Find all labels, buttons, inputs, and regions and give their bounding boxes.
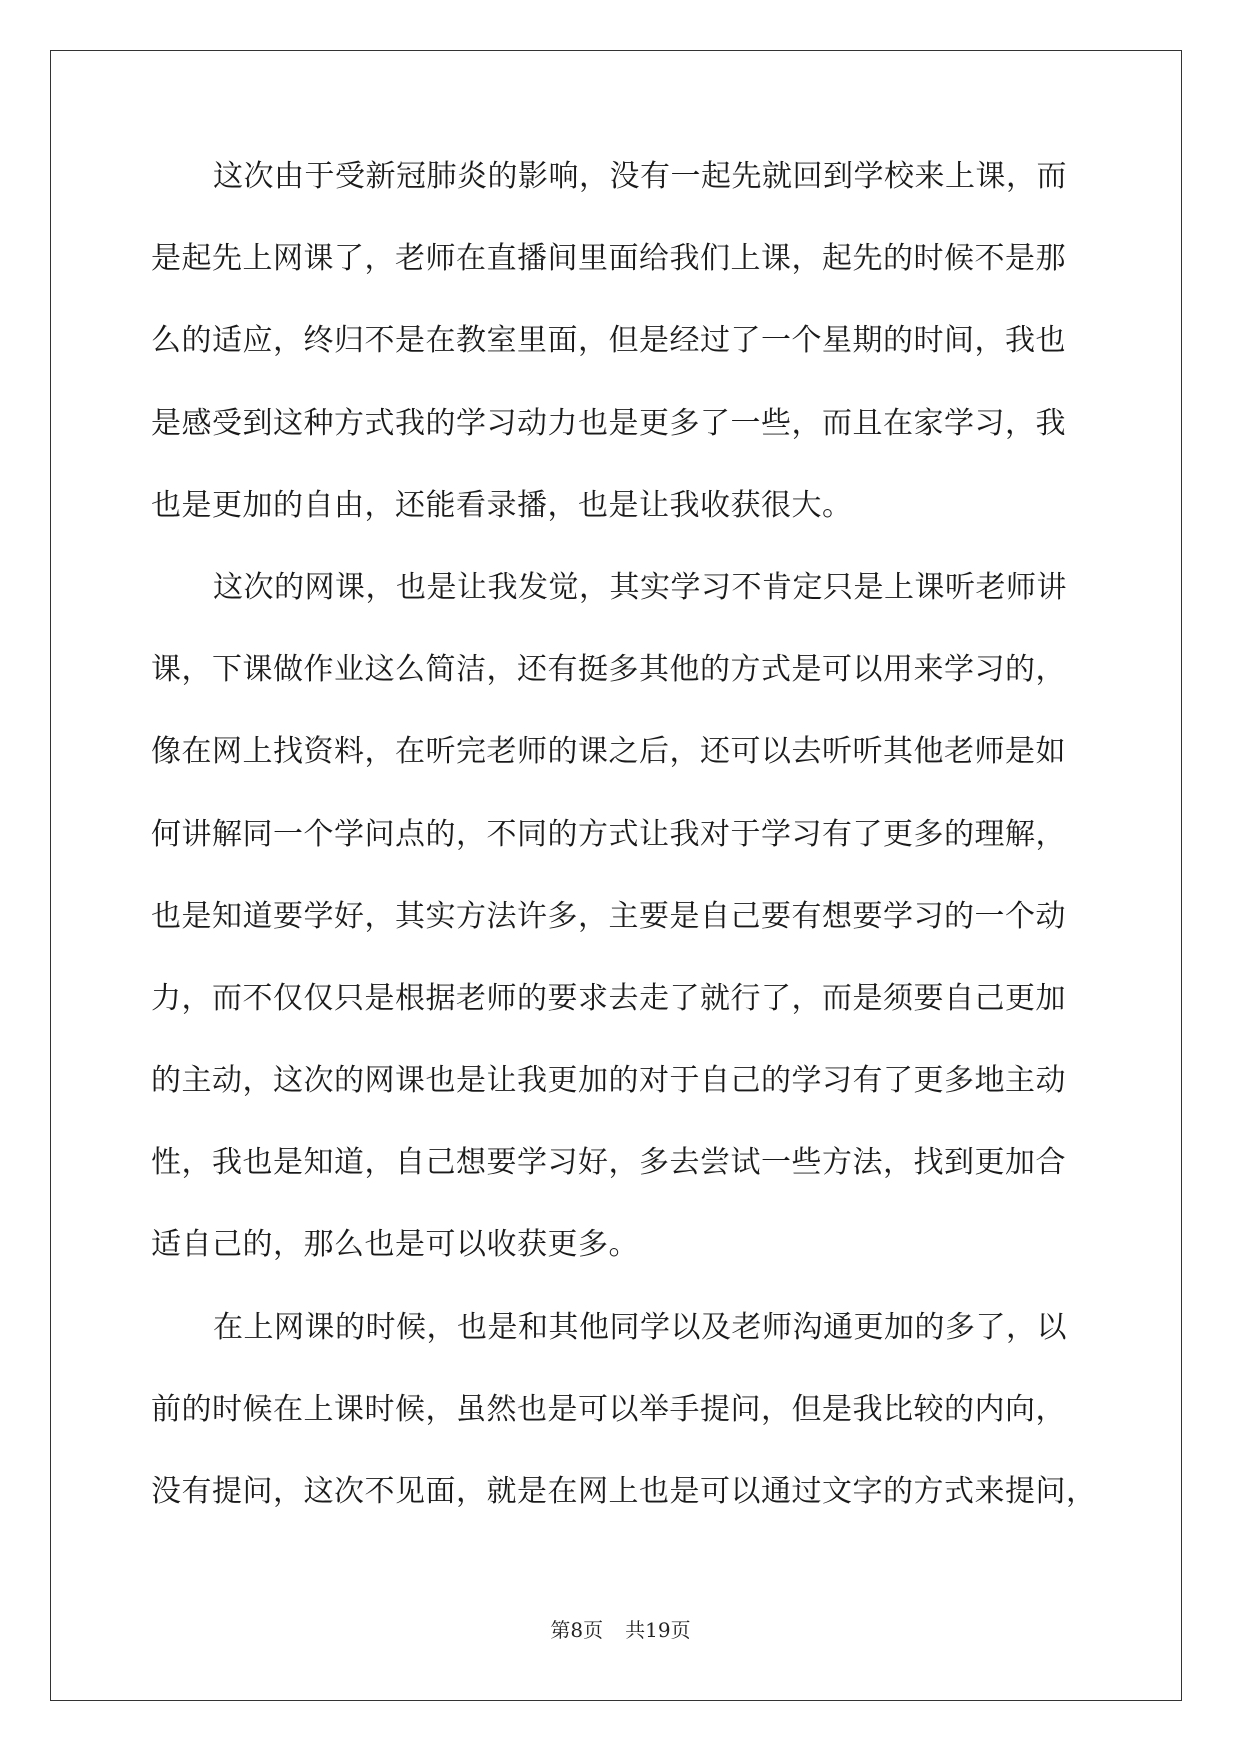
page-number-total: 共19页 (625, 1618, 691, 1642)
paragraph-2-line-4: 何讲解同一个学问点的，不同的方式让我对于学习有了更多的理解， (151, 816, 1066, 852)
paragraph-2-line-6: 力，而不仅仅只是根据老师的要求去走了就行了，而是须要自己更加 (151, 980, 1066, 1016)
paragraph-2-line-5: 也是知道要学好，其实方法许多，主要是自己要有想要学习的一个动 (151, 898, 1066, 934)
page-number-current: 第8页 (550, 1618, 604, 1642)
document-body (151, 159, 1097, 1559)
paragraph-1-line-2: 是起先上网课了，老师在直播间里面给我们上课，起先的时候不是那 (151, 241, 1066, 277)
page-footer (0, 1614, 1241, 1643)
paragraph-1-line-1: 这次由于受新冠肺炎的影响，没有一起先就回到学校来上课，而 (213, 159, 1067, 194)
paragraph-2-line-7: 的主动，这次的网课也是让我更加的对于自己的学习有了更多地主动 (151, 1063, 1066, 1099)
paragraph-3-line-3: 没有提问，这次不见面，就是在网上也是可以通过文字的方式来提问， (151, 1474, 1097, 1509)
paragraph-2-line-2: 课，下课做作业这么简洁，还有挺多其他的方式是可以用来学习的， (151, 652, 1066, 688)
paragraph-2-line-1: 这次的网课，也是让我发觉，其实学习不肯定只是上课听老师讲 (213, 569, 1067, 605)
paragraph-2-line-3: 像在网上找资料，在听完老师的课之后，还可以去听听其他老师是如 (151, 734, 1066, 770)
paragraph-2-line-9: 适自己的，那么也是可以收获更多。 (151, 1227, 639, 1263)
paragraph-1-line-3: 么的适应，终归不是在教室里面，但是经过了一个星期的时间，我也 (151, 323, 1066, 359)
paragraph-2-line-8: 性，我也是知道，自己想要学习好，多去尝试一些方法，找到更加合 (151, 1145, 1066, 1181)
paragraph-1-line-5: 也是更加的自由，还能看录播，也是让我收获很大。 (151, 487, 853, 523)
paragraph-3-line-2: 前的时候在上课时候，虽然也是可以举手提问，但是我比较的内向， (151, 1391, 1066, 1427)
paragraph-3-line-1: 在上网课的时候，也是和其他同学以及老师沟通更加的多了，以 (213, 1309, 1067, 1345)
paragraph-1-line-4: 是感受到这种方式我的学习动力也是更多了一些，而且在家学习，我 (151, 405, 1066, 441)
